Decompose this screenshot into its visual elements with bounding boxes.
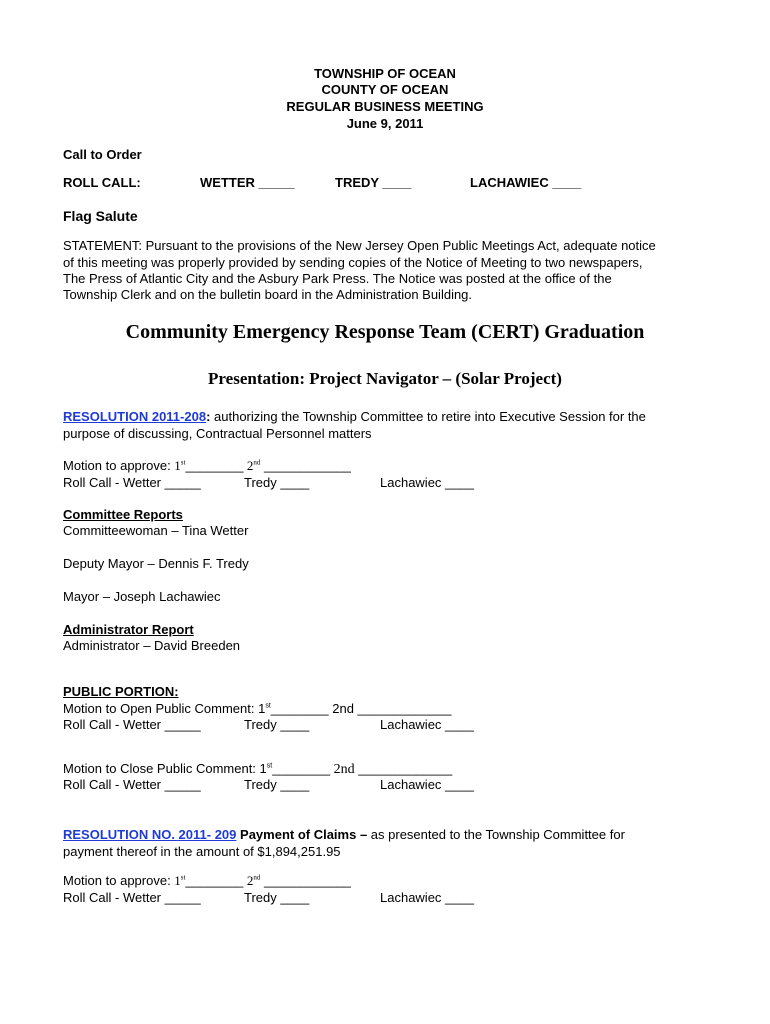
header-county: COUNTY OF OCEAN bbox=[321, 82, 449, 97]
administrator-report-heading: Administrator Report bbox=[63, 622, 194, 637]
resolution-209-motion bbox=[63, 873, 351, 889]
roll-call-lachawiec: LACHAWIEC ____ bbox=[470, 175, 582, 190]
close-comment-blank-2: _____________ bbox=[354, 761, 453, 776]
first-label: 1 bbox=[174, 873, 181, 888]
resolution-208-motion bbox=[63, 458, 351, 474]
statement-line-1: STATEMENT: Pursuant to the provisions of the New Jersey Open Public Meetings Act, adequate notice bbox=[63, 238, 656, 253]
motion-label: Motion to approve: bbox=[63, 458, 175, 473]
resolution-208-colon: : bbox=[206, 409, 211, 424]
presentation-title: Presentation: Project Navigator – (Solar Project) bbox=[208, 369, 562, 388]
second-blank: ____________ bbox=[260, 458, 351, 473]
close-comment-rc-lachawiec: Lachawiec ____ bbox=[380, 777, 474, 792]
open-comment-rc-wetter: Roll Call - Wetter _____ bbox=[63, 717, 201, 732]
motion-label: Motion to approve: bbox=[63, 873, 175, 888]
header-date: June 9, 2011 bbox=[346, 116, 424, 131]
committee-item-wetter: Committeewoman – Tina Wetter bbox=[63, 523, 249, 538]
close-comment-blank-1: ________ bbox=[272, 761, 334, 776]
close-public-comment-motion bbox=[63, 761, 452, 778]
second-label: 2 bbox=[246, 458, 254, 473]
resolution-208-rc-tredy: Tredy ____ bbox=[244, 475, 310, 490]
resolution-208-rc-wetter: Roll Call - Wetter _____ bbox=[63, 475, 201, 490]
public-portion-heading: PUBLIC PORTION: bbox=[63, 684, 179, 699]
open-comment-rc-tredy: Tredy ____ bbox=[244, 717, 310, 732]
close-comment-sup: st bbox=[266, 762, 273, 770]
resolution-208-rc-lachawiec: Lachawiec ____ bbox=[380, 475, 474, 490]
committee-item-lachawiec: Mayor – Joseph Lachawiec bbox=[63, 589, 221, 604]
resolution-209-bold-text: Payment of Claims – bbox=[236, 827, 368, 842]
open-comment-label: Motion to Open Public Comment: 1 bbox=[63, 701, 266, 716]
second-sup: nd bbox=[253, 458, 261, 467]
committee-item-tredy: Deputy Mayor – Dennis F. Tredy bbox=[63, 556, 249, 571]
resolution-209-rc-wetter: Roll Call - Wetter _____ bbox=[63, 890, 201, 905]
resolution-208-text-1: authorizing the Township Committee to retire into Executive Session for the bbox=[210, 409, 646, 424]
statement-line-4: Township Clerk and on the bulletin board in the Administration Building. bbox=[63, 287, 473, 302]
resolution-208-link[interactable]: RESOLUTION 2011-208 bbox=[63, 409, 207, 424]
resolution-209-link[interactable]: RESOLUTION NO. 2011- 209 bbox=[63, 827, 237, 842]
close-comment-label: Motion to Close Public Comment: 1 bbox=[63, 761, 267, 776]
resolution-208-line-2: purpose of discussing, Contractual Personnel matters bbox=[63, 426, 372, 441]
open-public-comment-motion bbox=[63, 701, 452, 717]
roll-call-wetter: WETTER _____ bbox=[200, 175, 295, 190]
open-comment-rest: ________ 2nd _____________ bbox=[270, 701, 452, 716]
call-to-order: Call to Order bbox=[63, 147, 142, 162]
open-comment-rc-lachawiec: Lachawiec ____ bbox=[380, 717, 474, 732]
administrator-item-breeden: Administrator – David Breeden bbox=[63, 638, 241, 653]
roll-call-label: ROLL CALL: bbox=[63, 175, 141, 190]
resolution-209-line-1 bbox=[63, 827, 625, 843]
statement-line-3: The Press of Atlantic City and the Asbury Park Press. The Notice was posted at the office of the bbox=[63, 271, 612, 286]
first-blank: ________ bbox=[185, 873, 247, 888]
second-blank: ____________ bbox=[260, 873, 351, 888]
header-meeting-type: REGULAR BUSINESS MEETING bbox=[286, 99, 484, 114]
close-comment-rc-tredy: Tredy ____ bbox=[244, 777, 310, 792]
first-label: 1 bbox=[174, 458, 181, 473]
roll-call-tredy: TREDY ____ bbox=[335, 175, 412, 190]
flag-salute: Flag Salute bbox=[63, 208, 138, 224]
resolution-209-rc-lachawiec: Lachawiec ____ bbox=[380, 890, 474, 905]
open-comment-sup: st bbox=[265, 702, 271, 710]
resolution-209-rc-tredy: Tredy ____ bbox=[244, 890, 310, 905]
cert-graduation-title: Community Emergency Response Team (CERT) Graduation bbox=[125, 321, 645, 343]
close-comment-rc-wetter: Roll Call - Wetter _____ bbox=[63, 777, 201, 792]
first-sup: st bbox=[180, 873, 186, 882]
resolution-208-line-1 bbox=[63, 409, 646, 425]
committee-reports-heading: Committee Reports bbox=[63, 507, 183, 522]
second-label: 2 bbox=[246, 873, 254, 888]
second-sup: nd bbox=[253, 873, 261, 882]
first-blank: ________ bbox=[185, 458, 247, 473]
resolution-209-text-1: as presented to the Township Committee for bbox=[367, 827, 625, 842]
header-township: TOWNSHIP OF OCEAN bbox=[314, 66, 456, 81]
resolution-209-line-2: payment thereof in the amount of $1,894,251.95 bbox=[63, 844, 341, 859]
close-comment-2nd: 2nd bbox=[333, 762, 355, 777]
statement-line-2: of this meeting was properly provided by sending copies of the Notice of Meeting to two newspapers, bbox=[63, 255, 643, 270]
first-sup: st bbox=[180, 458, 186, 467]
